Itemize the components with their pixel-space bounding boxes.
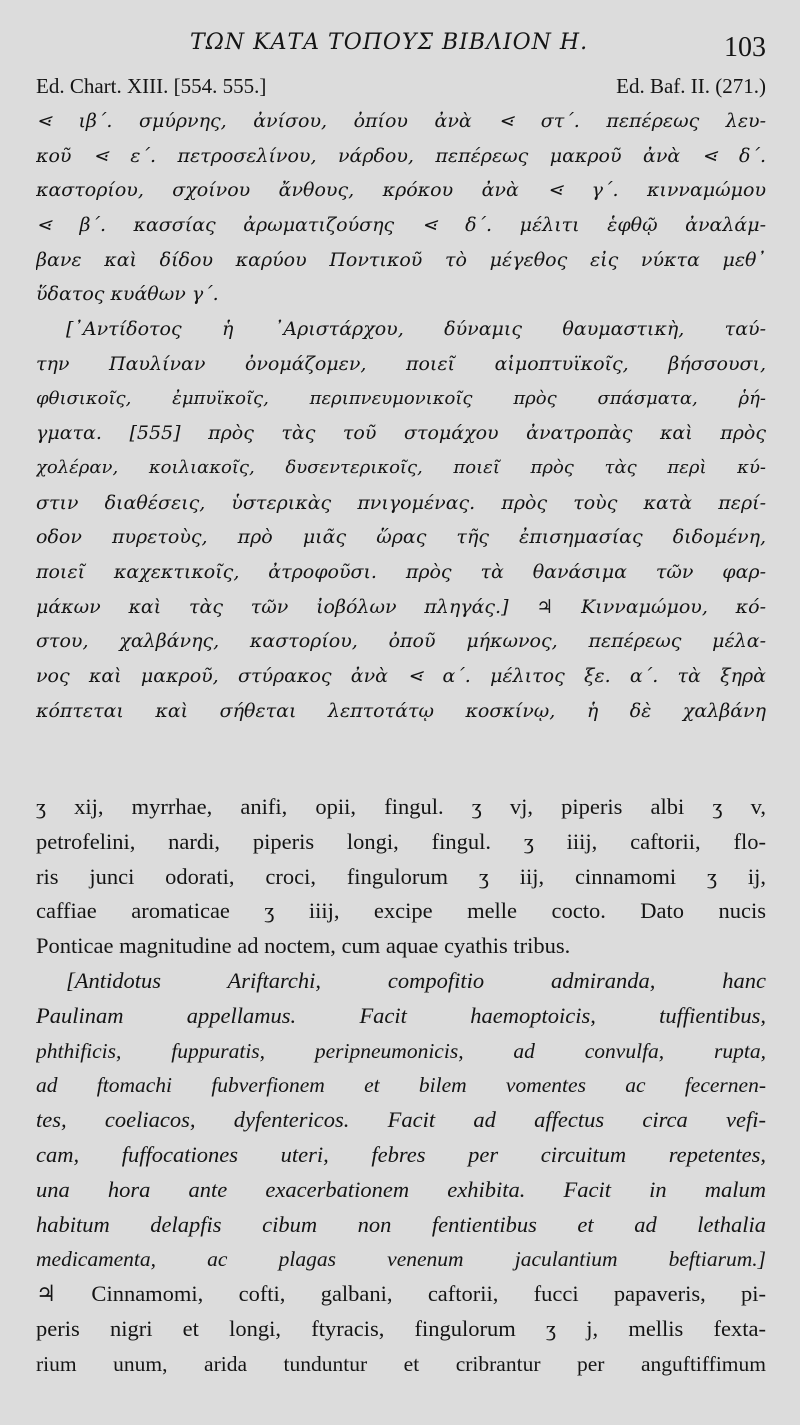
greek-line: νος καὶ μακροῦ, στύρακος ἀνὰ ⋖ α΄. μέλιτος ξε. α΄. τὰ ξηρὰ (36, 665, 766, 687)
latin-line: habitum delapfis cibum non fentientibus et ad lethalia (36, 1211, 766, 1237)
greek-line: ⋖ β΄. κασσίας ἀρωματιζούσης ⋖ δ΄. μέλιτι ἑφθῷ ἀναλάμ- (36, 214, 766, 237)
latin-text-block (36, 790, 766, 1382)
greek-line: την Παυλίναν ὀνομάζομεν, ποιεῖ αἱμοπτυϊκοῖς, βήσσουσι, (36, 352, 766, 375)
latin-line: ris junci odorati, croci, fingulorum ʒ iij, cinnamomi ʒ ij, (36, 863, 766, 889)
greek-line: κόπτεται καὶ σήθεται λεπτοτάτῳ κοσκίνῳ, ἡ δὲ χαλβάνη (36, 699, 766, 722)
greek-line: ποιεῖ καχεκτικοῖς, ἀτροφοῦσι. πρὸς τὰ θανάσιμα τῶν φαρ- (36, 560, 766, 583)
running-head (0, 30, 800, 62)
latin-line: ʒ xij, myrrhae, anifi, opii, fingul. ʒ vj, piperis albi ʒ v, (36, 794, 766, 819)
greek-line: στιν διαθέσεις, ὑστερικὰς πνιγομένας. πρὸς τοὺς κατὰ περί- (36, 491, 766, 514)
greek-line: φθισικοῖς, ἐμπυϊκοῖς, περιπνευμονικοῖς πρὸς σπάσματα, ῥή- (36, 387, 766, 409)
edition-line (36, 74, 766, 100)
latin-line: rium unum, arida tunduntur et cribrantur per anguftiffimum (36, 1351, 766, 1376)
greek-line: στου, χαλβάνης, καστορίου, ὀποῦ μήκωνος, πεπέρεως μέλα- (36, 630, 766, 653)
page-number: 103 (724, 32, 766, 63)
latin-line: cam, fuffocationes uteri, febres per circuitum repetentes, (36, 1141, 766, 1167)
latin-line: una hora ante exacerbationem exhibita. Facit in malum (36, 1176, 766, 1202)
greek-line: ὕδατος κυάθων γ΄. (36, 283, 219, 306)
greek-text-block (36, 104, 766, 728)
greek-line: βανε καὶ δίδου καρύου Ποντικοῦ τὸ μέγεθος εἰς νύκτα μεθ᾽ (36, 248, 766, 271)
greek-line: κοῦ ⋖ ε΄. πετροσελίνου, νάρδου, πεπέρεως μακροῦ ἀνὰ ⋖ δ΄. (36, 144, 766, 167)
latin-line: ad ftomachi fubverfionem et bilem vomentes ac fecernen- (36, 1073, 766, 1098)
latin-line: [Antidotus Ariftarchi, compofitio admiranda, hanc (66, 967, 766, 993)
latin-line: tes, coeliacos, dyfentericos. Facit ad affectus circa vefi- (36, 1107, 766, 1133)
latin-line: caffiae aromaticae ʒ iiij, excipe melle cocto. Dato nucis (36, 898, 766, 924)
greek-line: γματα. [555] πρὸς τὰς τοῦ στομάχου ἀνατροπὰς καὶ πρὸς (36, 422, 766, 445)
edition-chartier: Ed. Chart. XIII. [554. 555.] (36, 74, 267, 98)
latin-line: medicamenta, ac plagas venenum jaculantium beftiarum.] (36, 1247, 766, 1272)
greek-line: καστορίου, σχοίνου ἄνθους, κρόκου ἀνὰ ⋖ γ΄. κινναμώμου (36, 179, 766, 202)
greek-line: μάκων καὶ τὰς τῶν ἰοβόλων πληγάς.] ♃ Κινναμώμου, κό- (36, 595, 766, 618)
latin-line: peris nigri et longi, ftyracis, fingulorum ʒ j, mellis fexta- (36, 1315, 766, 1341)
latin-line: Ponticae magnitudine ad noctem, cum aquae cyathis tribus. (36, 933, 571, 959)
greek-line: οδον πυρετοὺς, πρὸ μιᾶς ὥρας τῆς ἐπισημασίας διδομένη, (36, 526, 766, 549)
edition-basel: Ed. Baf. II. (271.) (616, 74, 766, 98)
latin-line: phthificis, fuppuratis, peripneumonicis, ad convulfa, rupta, (36, 1038, 766, 1063)
greek-line: χολέραν, κοιλιακοῖς, δυσεντερικοῖς, ποιεῖ πρὸς τὰς περὶ κύ- (36, 456, 766, 478)
running-title: ΤΩΝ ΚΑΤΑ ΤΟΠΟΥΣ ΒΙΒΛΙΟΝ Η. (190, 30, 589, 55)
greek-line: [᾽Αντίδοτος ἡ ᾽Αριστάρχου, δύναμις θαυμαστικὴ, ταύ- (66, 318, 766, 341)
latin-line: Paulinam appellamus. Facit haemoptoicis, tuffientibus, (36, 1002, 766, 1028)
latin-line: ♃ Cinnamomi, cofti, galbani, caftorii, fucci papaveris, pi- (36, 1281, 766, 1307)
greek-line: ⋖ ιβ΄. σμύρνης, ἀνίσου, ὀπίου ἀνὰ ⋖ στ΄. πεπέρεως λευ- (36, 110, 766, 132)
latin-line: petrofelini, nardi, piperis longi, fingul. ʒ iiij, caftorii, flo- (36, 828, 766, 854)
